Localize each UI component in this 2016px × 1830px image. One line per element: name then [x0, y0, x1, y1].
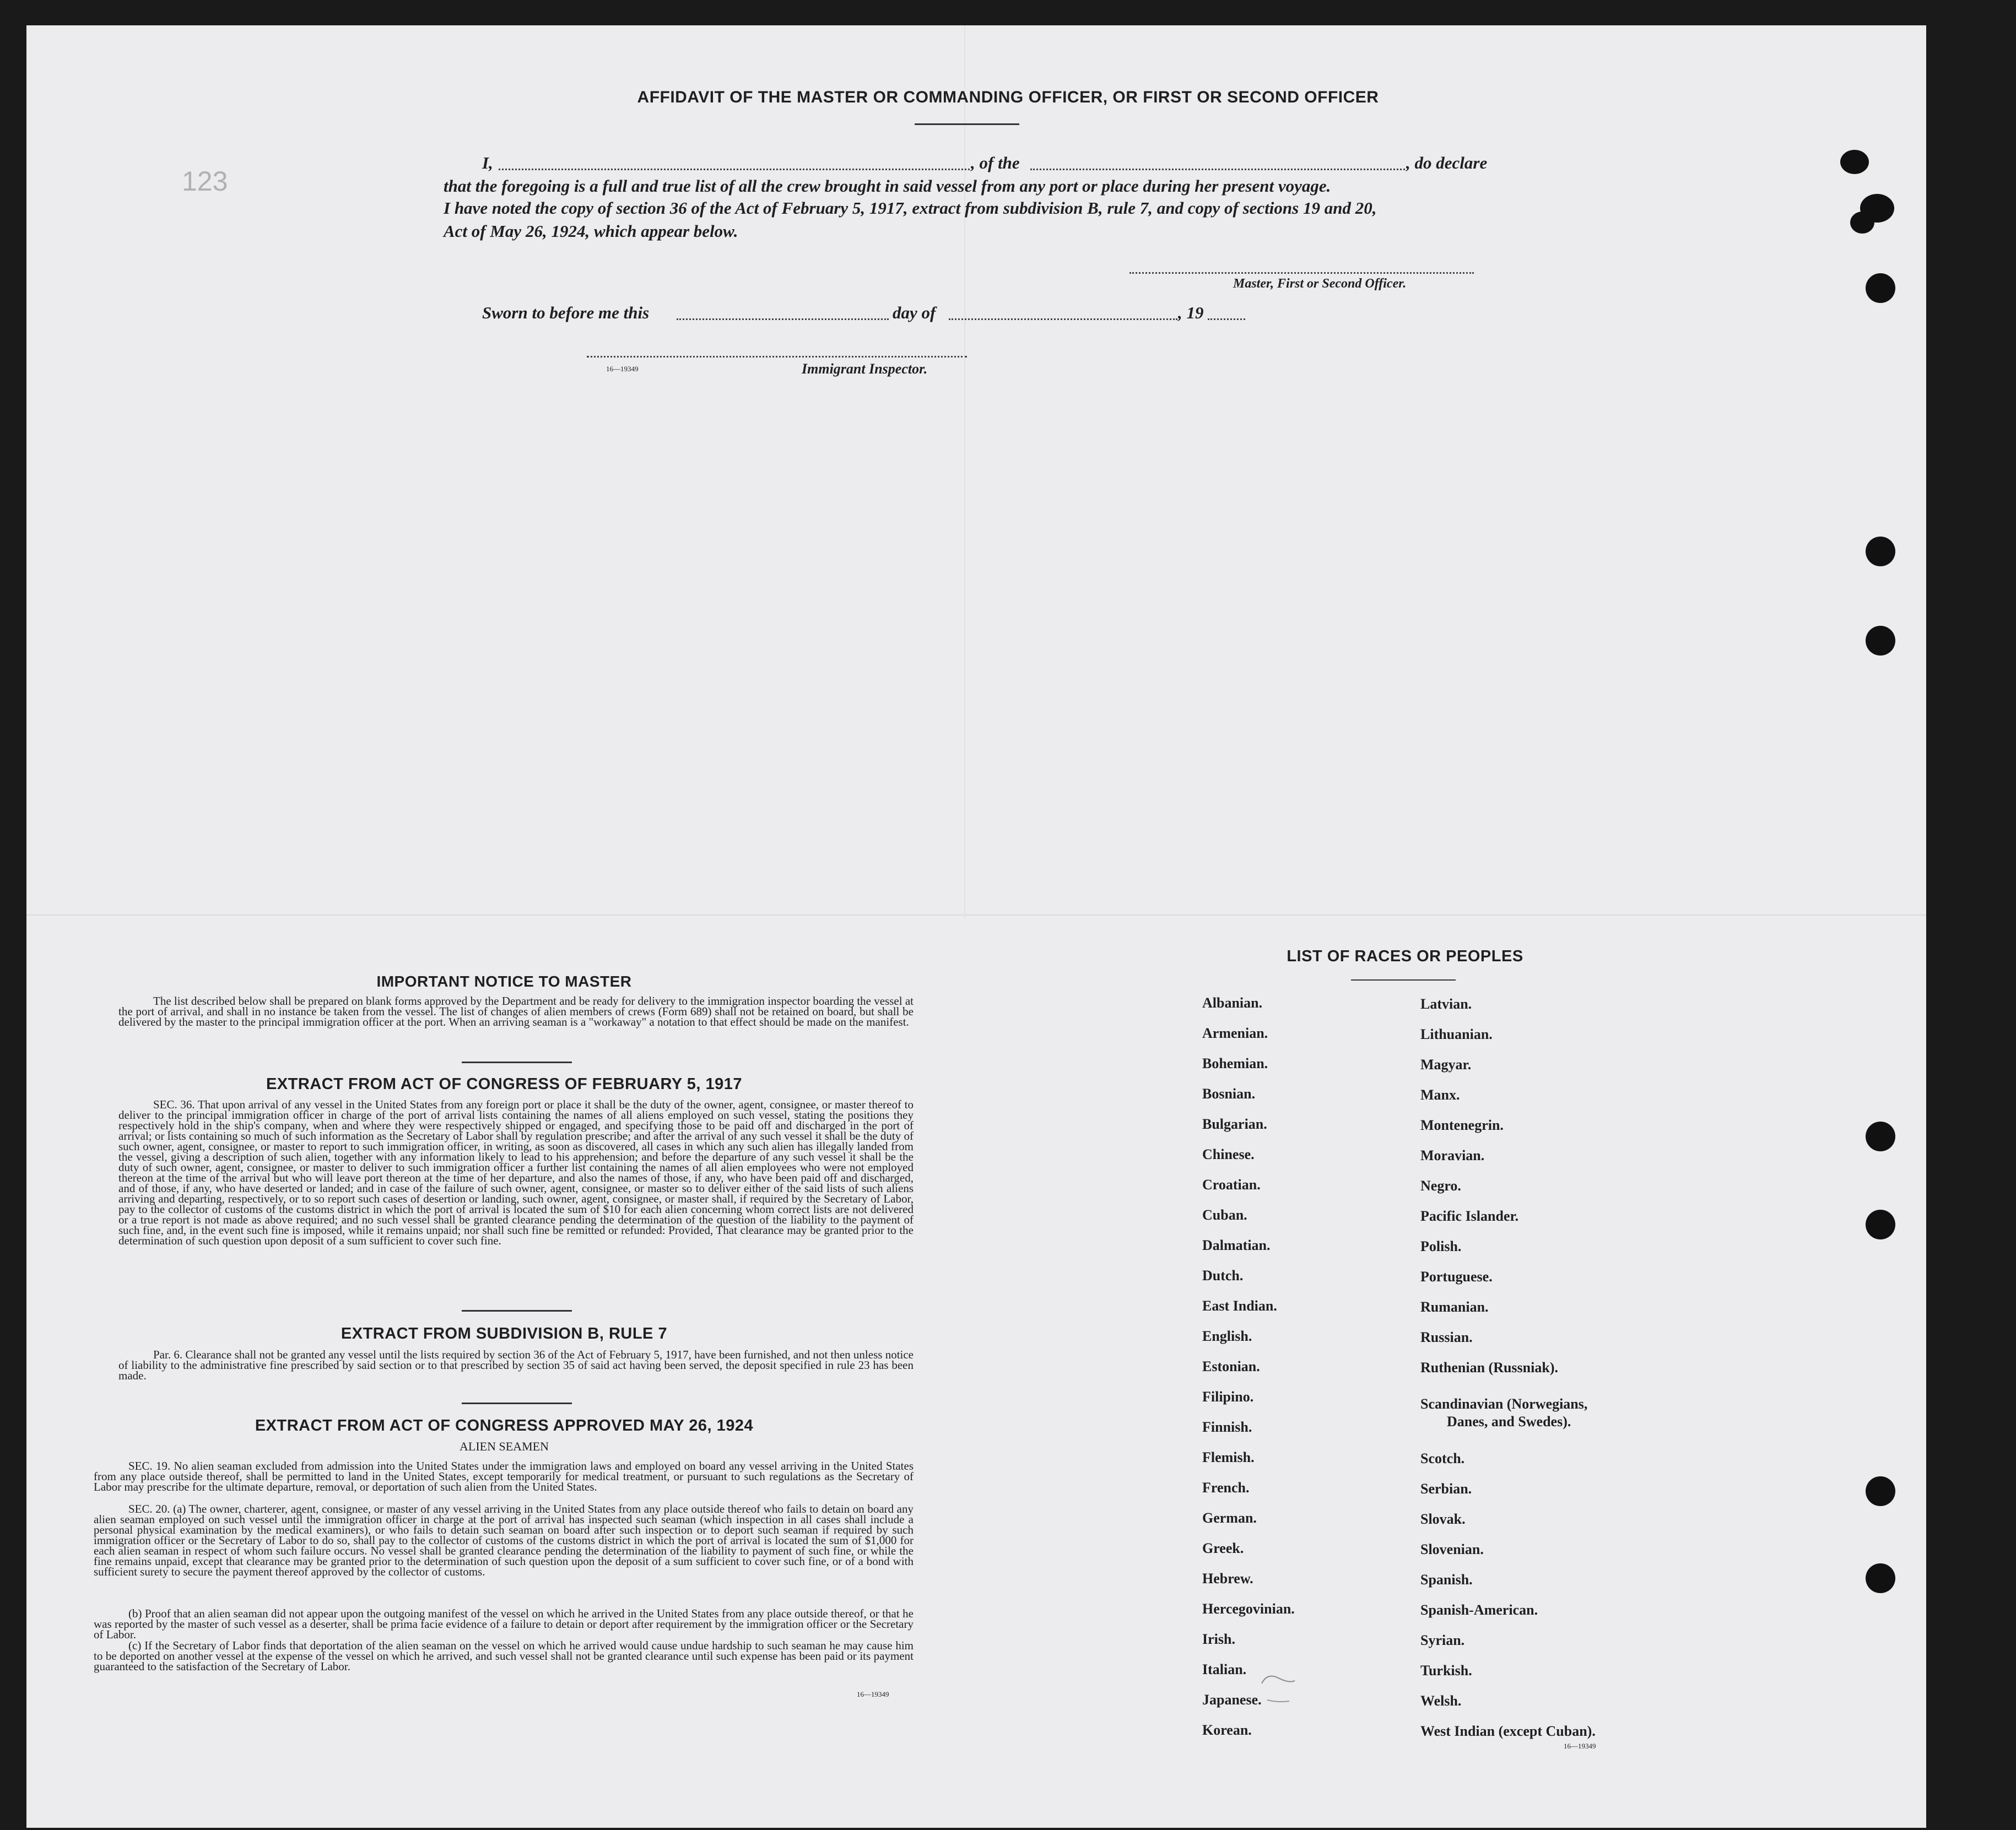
race-item: Dalmatian. [1202, 1237, 1271, 1253]
race-item: Korean. [1202, 1722, 1252, 1738]
sec20c-text: (c) If the Secretary of Labor finds that deportation of the alien seaman on the vessel on which he arrived would cause undue hardship to such seaman he may cause him to be deported on another vessel at the expense of the vessel on which he arrived, and such vessel shall not be granted clearance until such expense has been paid or its payment guaranteed to the satisfaction of the Secretary of Labor. [94, 1639, 914, 1673]
races-form-number: 16—19349 [1564, 1742, 1596, 1750]
sec19-text: SEC. 19. No alien seaman excluded from admission into the United States under the immigration laws and employed on board any vessel arriving in the United States from any place outside thereof, shall be permitted to land in the United States, except temporarily for medical treatment, or pursuant to such regulations as the Secretary of Labor may prescribe for the ultimate departure, removal, or deportation of such alien from the United States. [94, 1459, 914, 1493]
extract-1917-title: EXTRACT FROM ACT OF CONGRESS OF FEBRUARY 5, 1917 [266, 1075, 743, 1093]
race-item: Cuban. [1202, 1207, 1247, 1223]
title-rule [915, 123, 1019, 125]
alien-seamen-subtitle: ALIEN SEAMEN [460, 1439, 549, 1453]
race-item: Finnish. [1202, 1419, 1252, 1435]
race-item: West Indian (except Cuban). [1420, 1723, 1596, 1739]
race-item: Greek. [1202, 1540, 1244, 1556]
inspector-signature-label: Immigrant Inspector. [802, 361, 928, 377]
punch-hole [1840, 150, 1869, 174]
race-item: Bohemian. [1202, 1055, 1268, 1071]
race-item: Irish. [1202, 1631, 1235, 1647]
fold-line [26, 914, 1926, 916]
race-item: Syrian. [1420, 1632, 1465, 1648]
punch-hole [1866, 537, 1895, 566]
master-signature-label: Master, First or Second Officer. [1233, 277, 1407, 291]
punch-hole [1866, 1476, 1895, 1506]
punch-hole [1866, 1210, 1895, 1239]
race-item: Montenegrin. [1420, 1117, 1504, 1133]
race-item: Albanian. [1202, 995, 1263, 1011]
race-item: Slovak. [1420, 1511, 1466, 1527]
pencil-mark [1256, 1667, 1300, 1706]
race-item: Danes, and Swedes). [1447, 1414, 1571, 1430]
race-item: Latvian. [1420, 996, 1472, 1012]
punch-hole [1850, 212, 1874, 234]
affidavit-title: AFFIDAVIT OF THE MASTER OR COMMANDING OFFICER, OR FIRST OR SECOND OFFICER [637, 88, 1379, 106]
race-item: Rumanian. [1420, 1299, 1489, 1315]
race-item: Lithuanian. [1420, 1026, 1493, 1042]
sworn-year: , 19 [1178, 303, 1204, 322]
section-rule [462, 1062, 572, 1063]
notice-text: The list described below shall be prepared on blank forms approved by the Department and be ready for delivery to the immigration inspector boarding the vessel at the port of arrival, and shall in no instance be taken from the vessel. The list of changes of alien members of crews (Form 689) shall not be retained on board, but shall be delivered by the master to the principal immigration officer at the port. When an arriving seaman is a "workaway" a notation to that effect should be made on the manifest. [118, 994, 914, 1028]
sworn-label: Sworn to before me this [482, 303, 650, 322]
notice-title: IMPORTANT NOTICE TO MASTER [376, 973, 632, 990]
rule7-title: EXTRACT FROM SUBDIVISION B, RULE 7 [340, 1325, 668, 1342]
race-item: Polish. [1420, 1238, 1462, 1254]
sec20a-text: SEC. 20. (a) The owner, charterer, agent, consignee, or master of any vessel arriving in the United States from any place outside thereof who fails to detain on board any alien seaman employed on such vessel until the immigration officer in charge at the port of arrival has inspected such seaman (which inspection in all cases shall include a personal physical examination by the medical examiners), or who fails to detain such seaman on board after such inspection or to deport such seaman if required by such immigration officer or the Secretary of Labor to do so, shall pay to the collector of customs of the customs district in which the port of arrival is located the sum of $1,000 for each alien seaman in respect of whom such failure occurs. No vessel shall be granted clearance pending the determination of the liability to payment of such fine, or while the fine remains unpaid, except that clearance may be granted prior to the determination of such question upon the deposit of a sum sufficient to cover such fine, or of a bond with sufficient surety to secure the payment thereof approved by the collector of customs. [94, 1502, 914, 1578]
race-item: Flemish. [1202, 1449, 1255, 1465]
race-item: Hercegovinian. [1202, 1601, 1295, 1617]
race-item: Armenian. [1202, 1025, 1268, 1041]
race-item: Croatian. [1202, 1177, 1261, 1193]
race-item: Portuguese. [1420, 1269, 1493, 1285]
race-item: Scandinavian (Norwegians, [1420, 1396, 1588, 1412]
section-rule [462, 1310, 572, 1312]
race-item: Turkish. [1420, 1663, 1472, 1679]
extract-1924-form-number: 16—19349 [857, 1690, 889, 1698]
sec20b-text: (b) Proof that an alien seaman did not appear upon the outgoing manifest of the vessel on which he arrived in the United States from any place outside thereof, or that he was reported by the master of such vessel as a deserter, shall be prima facie evidence of a failure to detain or deport after requirement by the immigration officer or the Secretary of Labor. [94, 1607, 914, 1641]
race-item: German. [1202, 1510, 1257, 1526]
races-title: LIST OF RACES OR PEOPLES [1287, 948, 1523, 965]
race-item: Welsh. [1420, 1693, 1462, 1709]
punch-hole [1866, 1122, 1895, 1151]
race-item: Chinese. [1202, 1146, 1255, 1162]
inspector-signature-line [587, 356, 967, 358]
affidavit-declare: , do declare [1406, 153, 1488, 172]
section-rule [462, 1403, 572, 1404]
race-item: Manx. [1420, 1087, 1460, 1103]
affidavit-line3: I have noted the copy of section 36 of the Act of February 5, 1917, extract from subdivision B, rule 7, and copy of sections 19 and 20, [444, 198, 1377, 218]
affidavit-form-number: 16—19349 [606, 365, 639, 373]
affidavit-line2: that the foregoing is a full and true list of all the crew brought in said vessel from any port or place during her present voyage. [444, 176, 1331, 196]
sworn-year-blank [1208, 318, 1245, 320]
race-item: Hebrew. [1202, 1571, 1253, 1587]
name-blank [499, 169, 970, 170]
race-item: Magyar. [1420, 1057, 1472, 1073]
sworn-day-of: day of [893, 303, 936, 322]
master-signature-line [1129, 272, 1474, 274]
margin-note: 123 [182, 166, 228, 197]
race-item: Slovenian. [1420, 1541, 1484, 1557]
race-item: Negro. [1420, 1178, 1461, 1194]
punch-hole [1866, 626, 1895, 656]
race-item: French. [1202, 1480, 1250, 1496]
race-item: East Indian. [1202, 1298, 1277, 1314]
affidavit-line4: Act of May 26, 1924, which appear below. [444, 221, 738, 241]
race-item: Bosnian. [1202, 1086, 1256, 1102]
race-item: Dutch. [1202, 1268, 1244, 1284]
punch-hole [1866, 1563, 1895, 1593]
race-item: Moravian. [1420, 1147, 1485, 1163]
punch-hole [1866, 273, 1895, 303]
affidavit-of-the: , of the [971, 153, 1020, 172]
race-item: Spanish-American. [1420, 1602, 1538, 1618]
race-item: Estonian. [1202, 1358, 1260, 1374]
race-item: Ruthenian (Russniak). [1420, 1360, 1558, 1376]
race-item: Japanese. [1202, 1692, 1262, 1708]
race-item: Serbian. [1420, 1481, 1472, 1497]
race-item: Spanish. [1420, 1572, 1473, 1588]
extract-1924-title: EXTRACT FROM ACT OF CONGRESS APPROVED MAY 26, 1924 [255, 1417, 754, 1434]
race-item: Russian. [1420, 1329, 1473, 1345]
rule7-text: Par. 6. Clearance shall not be granted any vessel until the lists required by section 36 of the Act of February 5, 1917, have been furnished, and not then unless notice of liability to the administrative fine prescribed by said section or to that prescribed by section 35 of said act having been served, the deposit specified in rule 23 has been made. [118, 1348, 914, 1382]
extract-1917-text: SEC. 36. That upon arrival of any vessel in the United States from any foreign port or place it shall be the duty of the owner, agent, consignee, or master thereof to deliver to the principal immigration officer in charge of the port of arrival lists containing the names of all aliens employed on such vessel, stating the positions they respectively hold in the ship's company, when and where they were respectively shipped or engaged, and specifying those to be paid off and discharged in the port of arrival; or lists containing so much of such information as the Secretary of Labor shall by regulation prescribe; and after the arrival of any such vessel it shall be the duty of such owner, agent, consignee, or master to report to such immigration officer, in writing, as soon as discovered, all cases in which any such alien has illegally landed from the vessel, giving a description of such alien, together with any information likely to lead to his apprehension; and before the departure of any such vessel it shall be the duty of such owner, agent, consignee, or master to deliver to such immigration officer a further list containing the names of all alien employees who were not employed thereon at the time of the arrival but who will leave port thereon at the time of her departure, and also the names of those, if any, who have been paid off and discharged, and of those, if any, who have deserted or landed; and in case of the failure of such owner, agent, consignee, or master so to deliver either of the said lists of such aliens arriving and departing, respectively, or to so report such cases of desertion or landing, such owner, agent, consignee, or master shall, if required by the Secretary of Labor, pay to the collector of customs of the customs district in which the port of arrival is located the sum of $10 for each alien concerning whom correct lists are not delivered or a true report is not made as above required; and no such vessel shall be granted clearance pending the determination of the question of the liability to the payment of such fine, and, in the event such fine is imposed, while it remains unpaid; nor shall such fine be remitted or refunded: Provided, That clearance may be granted prior to the determination of such question upon deposit of a sum sufficient to cover such fine. [118, 1098, 914, 1247]
race-item: Bulgarian. [1202, 1116, 1267, 1132]
vessel-blank [1030, 169, 1405, 170]
affidavit-i: I, [482, 153, 493, 172]
race-item: Pacific Islander. [1420, 1208, 1519, 1224]
race-item: Filipino. [1202, 1389, 1254, 1405]
race-item: Italian. [1202, 1661, 1247, 1677]
races-rule [1351, 979, 1456, 981]
race-item: Scotch. [1420, 1450, 1465, 1466]
race-item: English. [1202, 1328, 1252, 1344]
sworn-month-blank [949, 318, 1177, 320]
sworn-day-blank [677, 318, 889, 320]
fold-line-vertical [964, 25, 965, 918]
